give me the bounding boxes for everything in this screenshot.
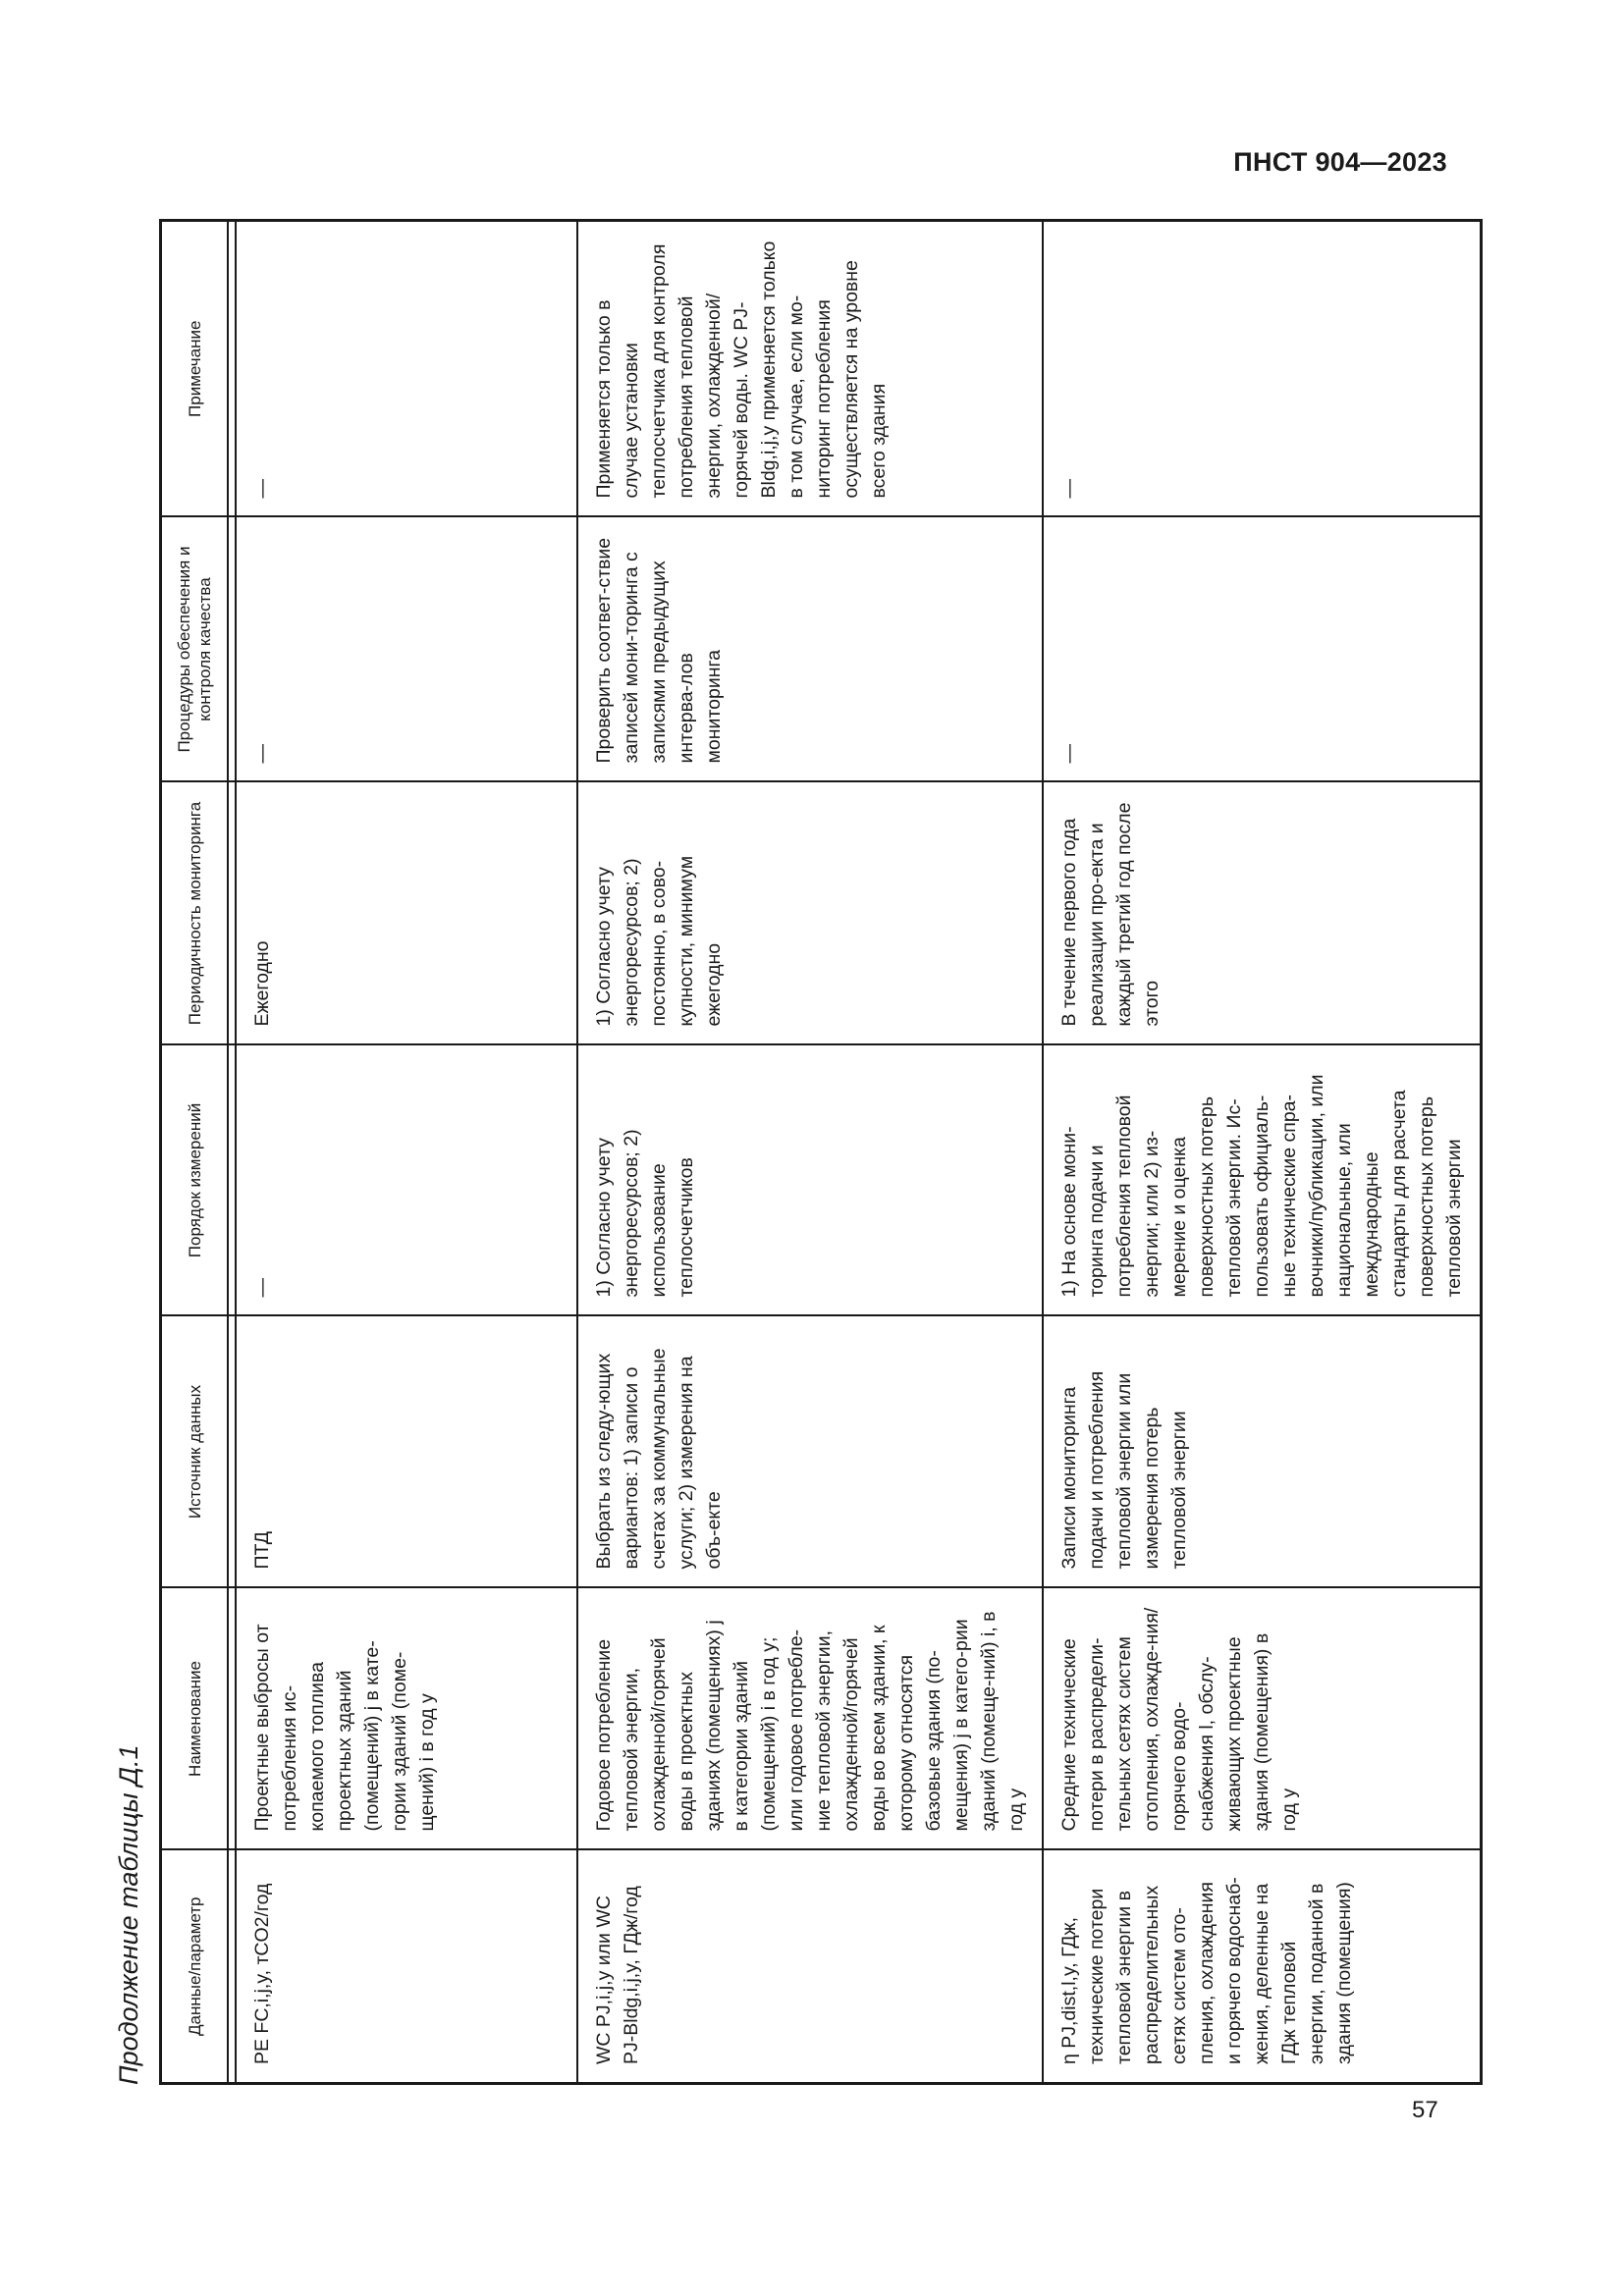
cell-measurement: — <box>236 1045 577 1316</box>
cell-frequency: Ежегодно <box>236 782 577 1045</box>
cell-frequency: В течение первого года реализации про-екта и каждый третий год после этого <box>1043 782 1482 1045</box>
cell-frequency: 1) Согласно учету энергоресурсов; 2) постоянно, в сово-купности, минимум ежегодно <box>577 782 1043 1045</box>
page-number: 57 <box>1412 2097 1438 2123</box>
cell-measurement: 1) На основе мони-торинга подачи и потребления тепловой энергии; или 2) из-мерение и оценка поверхностных потерь тепловой энергии. Ис-пользовать официаль-ные технические спра-вочники/публикации, или национальные, или международные стандарты для расчета поверхностных потерь тепловой энергии <box>1043 1045 1482 1316</box>
cell-comment: Применяется только в случае установки теплосчетчика для контроля потребления тепловой энергии, охлажденной/горячей воды. WC PJ-Bldg,i,j,y применяется только в том случае, если мо-ниторинг потребления осуществляется на уровне всего здания <box>577 221 1043 517</box>
cell-name: Проектные выбросы от потребления ис-копаемого топлива проектных зданий (помещений) j в кате-гории зданий (поме-щений) i в год y <box>236 1588 577 1850</box>
column-header: Наименование <box>161 1588 229 1850</box>
cell-param: η PJ,dist,l,y, ГДж, технические потери тепловой энергии в распределительных сетях систем ото-пления, охлаждения и горячего водоснаб-жения, деленные на ГДж тепловой энергии, поданной в здания (помещения) <box>1043 1850 1482 2084</box>
column-header: Периодичность мониторинга <box>161 782 229 1045</box>
cell-source: Выбрать из следу-ющих вариантов: 1) записи о счетах за коммунальные услуги; 2) измерения на объ-екте <box>577 1316 1043 1588</box>
cell-qa-qc: Проверить соответ-ствие записей мони-торинга с записями предыдущих интерва-лов мониторинга <box>577 517 1043 782</box>
cell-measurement: 1) Согласно учету энергоресурсов; 2) использование теплосчетчиков <box>577 1045 1043 1316</box>
table-row <box>236 221 577 2084</box>
column-header: Источник данных <box>161 1316 229 1588</box>
column-header: Порядок измерений <box>161 1045 229 1316</box>
cell-qa-qc: — <box>236 517 577 782</box>
header-separator <box>228 221 236 2084</box>
table-header-row <box>161 221 229 2084</box>
cell-param: WC PJ,i,j,y или WC PJ-Bldg,i,j,y, ГДж/год <box>577 1850 1043 2084</box>
data-table <box>159 219 1483 2085</box>
cell-name: Годовое потребление тепловой энергии, охлажденной/горячей воды в проектных зданиях (помещениях) j в категории зданий (помещений) i в год y; или годовое потребле-ние тепловой энергии, охлажденной/горячей воды во всем здании, к которому относятся базовые здания (по-мещения) j в катего-рии зданий (помеще-ний) i, в год y <box>577 1588 1043 1850</box>
table-row <box>1043 221 1482 2084</box>
cell-param: PE FC,i,j,y, тCO2/год <box>236 1850 577 2084</box>
cell-comment: — <box>236 221 577 517</box>
column-header: Процедуры обеспечения и контроля качества <box>161 517 229 782</box>
cell-name: Средние технические потери в распредели-тельных сетях систем отопления, охлажде-ния/горячего водо-снабжения l, обслу-живающих проектные здания (помещения) в год y <box>1043 1588 1482 1850</box>
rotated-table-block <box>100 222 1465 2085</box>
column-header: Данные/параметр <box>161 1850 229 2084</box>
document-code: ПНСТ 904—2023 <box>1233 147 1447 177</box>
table-caption: Продолжение таблицы Д.1 <box>114 1744 143 2085</box>
cell-qa-qc: — <box>1043 517 1482 782</box>
table-row <box>577 221 1043 2084</box>
cell-source: Записи мониторинга подачи и потребления тепловой энергии или измерения потерь тепловой энергии <box>1043 1316 1482 1588</box>
cell-source: ПТД <box>236 1316 577 1588</box>
column-header: Примечание <box>161 221 229 517</box>
cell-comment: — <box>1043 221 1482 517</box>
